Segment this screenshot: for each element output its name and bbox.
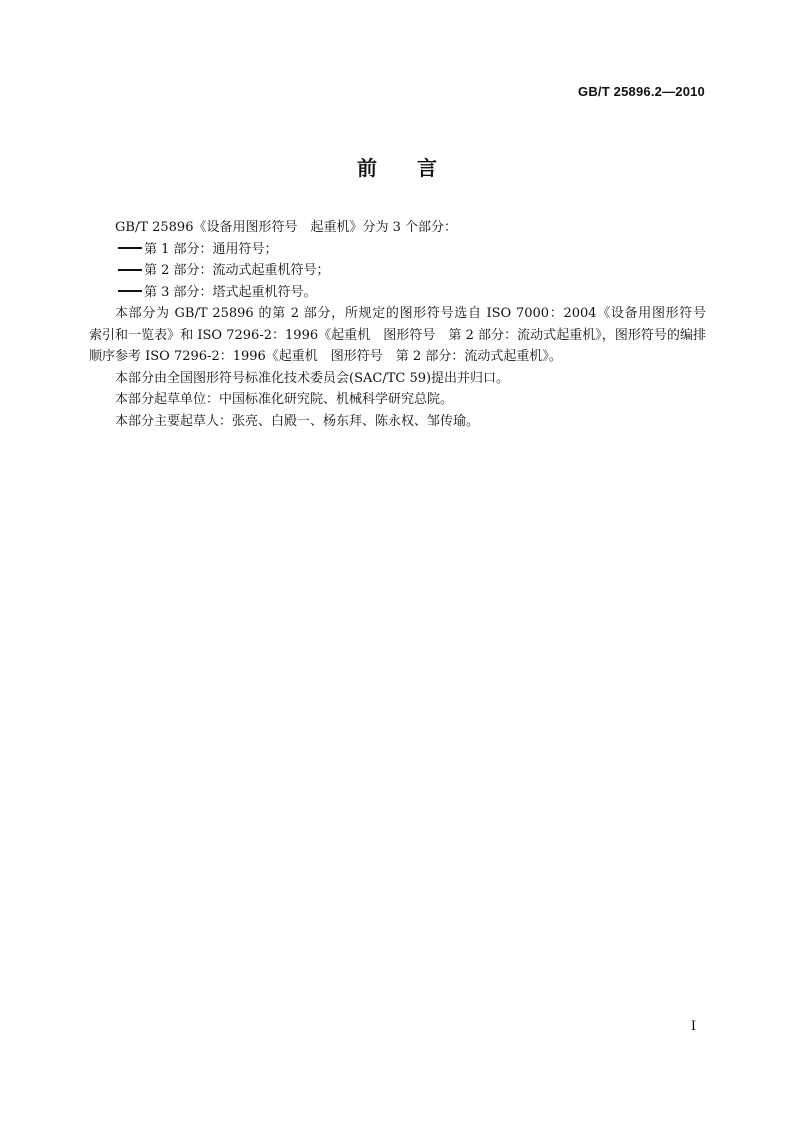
page-title: 前言 <box>357 156 477 180</box>
dash-bullet <box>118 290 142 292</box>
list-item-part-3 <box>89 282 706 304</box>
dash-bullet <box>118 269 142 271</box>
dash-bullet <box>118 247 142 249</box>
proposer-paragraph: 本部分由全国图形符号标准化技术委员会(SAC/TC 59)提出并归口。 <box>115 370 510 386</box>
list-item-label: 第 3 部分：塔式起重机符号。 <box>144 284 317 300</box>
standard-number: GB/T 25896.2—2010 <box>578 84 705 99</box>
source-paragraph: 本部分为 GB/T 25896 的第 2 部分，所规定的图形符号选自 ISO 7000：2004《设备用图形符号 索引和一览表》和 ISO 7296-2：1996《起重机 图形符号 第 2 部分：流动式起重机》，图形符号的编排顺序参考 ISO 7296-2：1996《起重机 图形符号 第 2 部分：流动式起重机》。 <box>89 306 720 364</box>
foreword-body <box>89 217 720 432</box>
list-item-label: 第 1 部分：通用符号； <box>144 241 278 257</box>
drafting-units-paragraph: 本部分起草单位：中国标准化研究院、机械科学研究总院。 <box>115 392 454 407</box>
intro-paragraph: GB/T 25896《设备用图形符号 起重机》分为 3 个部分： <box>115 220 458 235</box>
drafters-paragraph: 本部分主要起草人：张亮、白殿一、杨东拜、陈永权、邹传瑜。 <box>115 413 480 429</box>
list-item-label: 第 2 部分：流动式起重机符号； <box>144 263 330 278</box>
list-item-part-1 <box>89 239 706 261</box>
list-item-part-2 <box>89 260 706 282</box>
page-number: I <box>690 1019 696 1034</box>
